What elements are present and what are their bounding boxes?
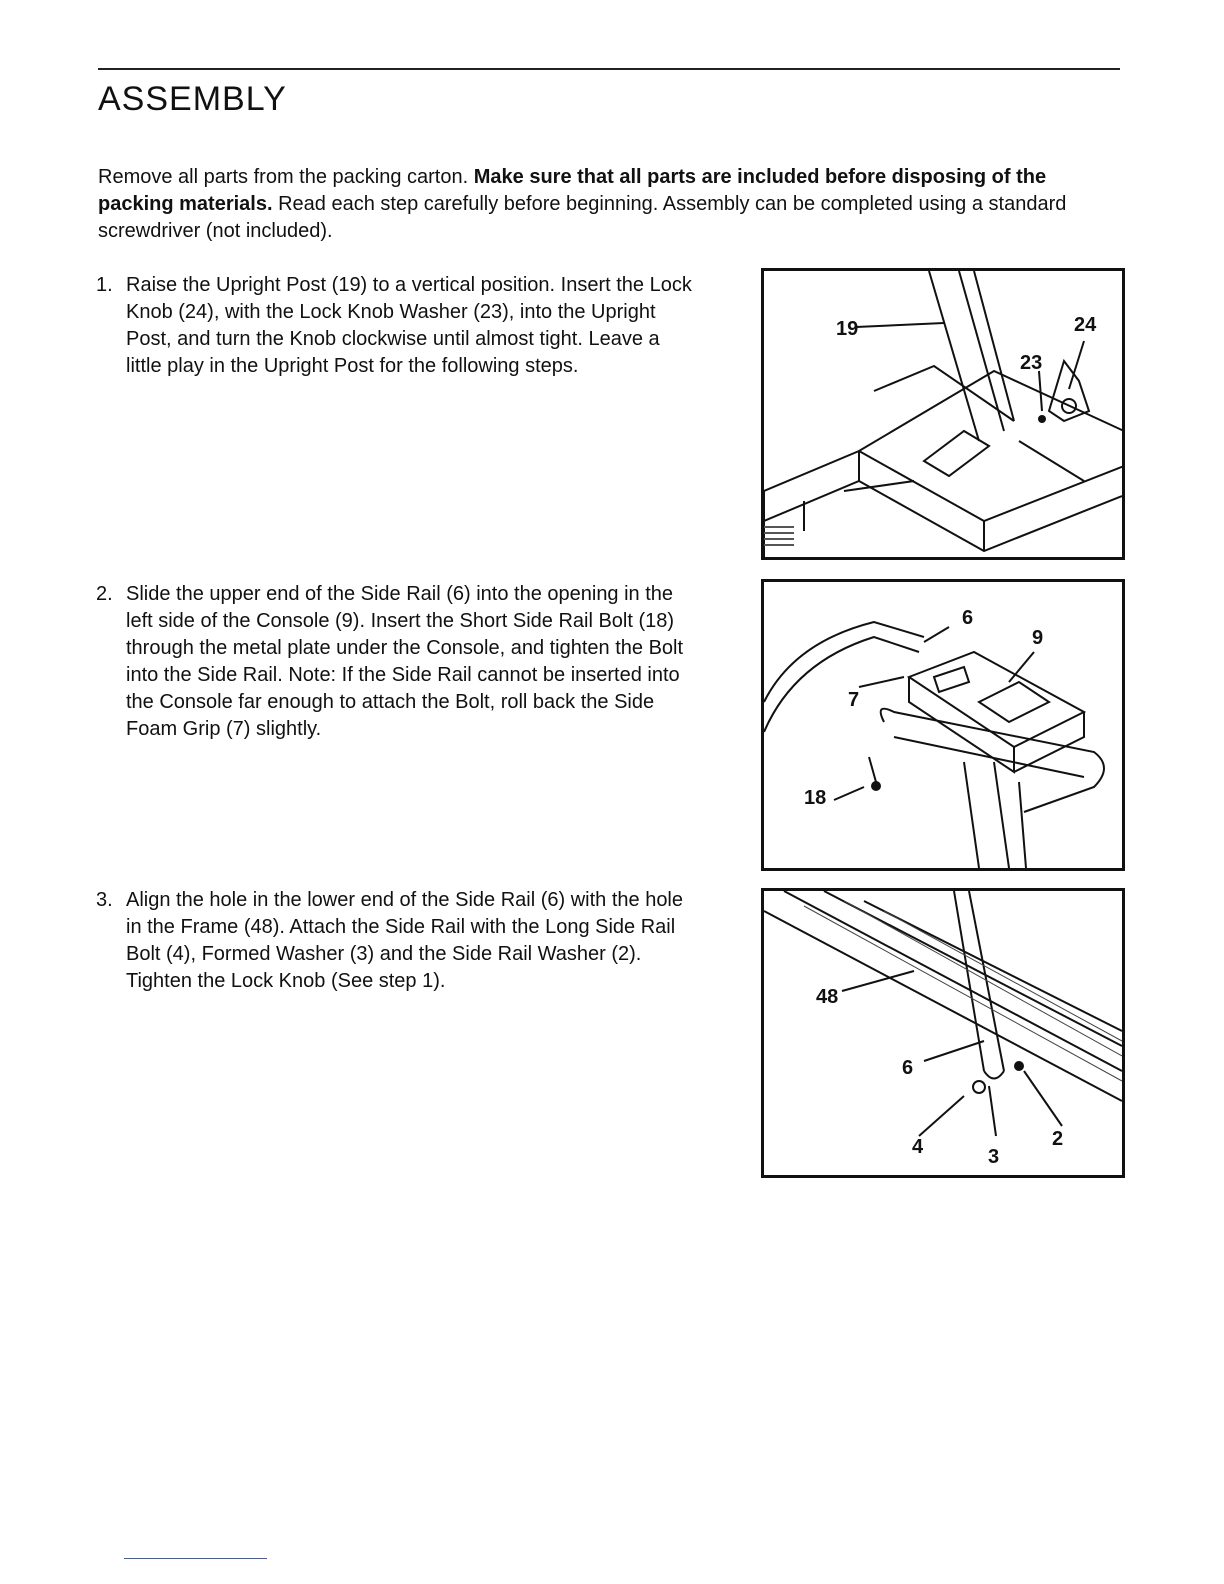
intro-paragraph: [98, 164, 1098, 245]
intro-text-1: Remove all parts from the packing carton.: [98, 166, 474, 188]
figure-step-1: [761, 268, 1125, 560]
page-title: ASSEMBLY: [98, 80, 287, 118]
footer-rule: [124, 1558, 267, 1559]
callout-2: 2: [1052, 1128, 1064, 1150]
callout-6: 6: [902, 1057, 914, 1079]
intro-bold-text: Make sure that all parts are included before disposing of the packing materials.: [98, 166, 1047, 215]
step-3: [96, 887, 696, 995]
callout-23: 23: [1020, 352, 1043, 374]
figure-step-2: [761, 579, 1125, 871]
intro-text-2: Read each step carefully before beginning. Assembly can be completed using a standard screwdriver (not included).: [98, 193, 1067, 242]
callout-24: 24: [1074, 314, 1097, 336]
console-side-rail-illustration: [764, 582, 1122, 868]
callout-18: 18: [804, 787, 827, 809]
callout-6: 6: [962, 607, 974, 629]
upright-post-illustration: [764, 271, 1122, 557]
callout-48: 48: [816, 986, 839, 1008]
step-2: [96, 581, 696, 743]
step-text: Slide the upper end of the Side Rail (6) into the opening in the left side of the Console (9). Insert the Short Side Rail Bolt (18) through the metal plate under the Console, and tighten the Bolt into the Side Rail. Note: If the Side Rail cannot be inserted into the Console far enough to attach the Bolt, roll back the Side Foam Grip (7) slightly.: [126, 583, 684, 740]
figure-step-3: [761, 888, 1125, 1178]
callout-19: 19: [836, 318, 859, 340]
step-text: Raise the Upright Post (19) to a vertical position. Insert the Lock Knob (24), with the Lock Knob Washer (23), into the Upright Post, and turn the Knob clockwise until almost tight. Leave a little play in the Upright Post for the following steps.: [126, 274, 692, 377]
step-number: 1.: [96, 274, 113, 296]
callout-4: 4: [912, 1136, 924, 1158]
step-1: [96, 272, 696, 380]
callout-7: 7: [848, 689, 860, 711]
header-rule: [98, 68, 1120, 70]
callout-3: 3: [988, 1146, 1000, 1168]
step-text: Align the hole in the lower end of the Side Rail (6) with the hole in the Frame (48). Attach the Side Rail with the Long Side Rail Bolt (4), Formed Washer (3) and the Side Rail Washer (2). Tighten the Lock Knob (See step 1).: [126, 889, 684, 992]
callout-9: 9: [1032, 627, 1044, 649]
step-number: 2.: [96, 583, 113, 605]
frame-side-rail-illustration: [764, 891, 1122, 1175]
step-number: 3.: [96, 889, 113, 911]
